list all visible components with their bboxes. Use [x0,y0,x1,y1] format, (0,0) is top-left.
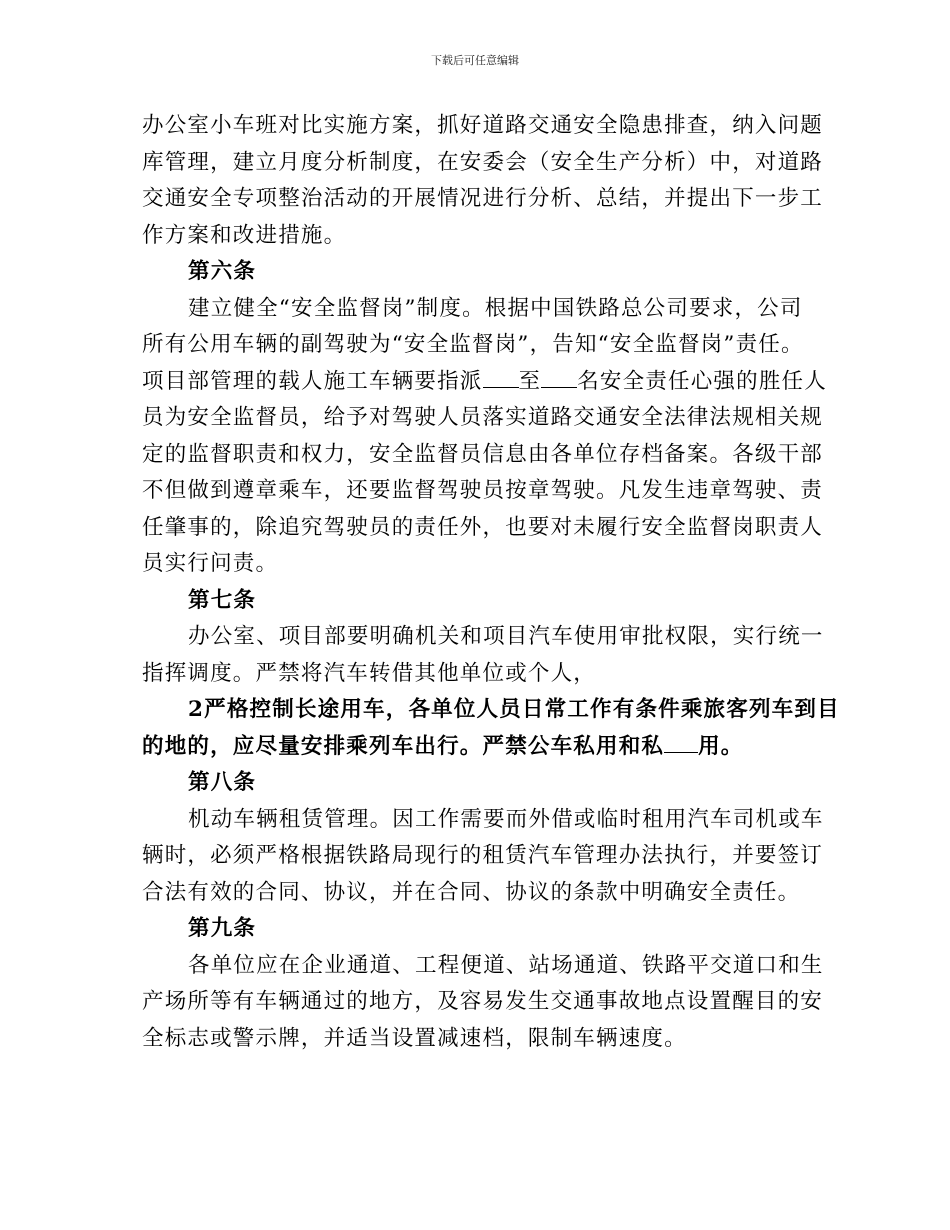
text-line: 全标志或警示牌，并适当设置减速档，限制车辆速度。 [142,1025,687,1051]
text-segment: 的地的，应尽量安排乘列车出行。严禁公车私用和私 [142,733,665,759]
fill-blank [541,367,577,387]
paragraph-plan [142,108,842,254]
text-line: 所有公用车辆的副驾驶为“安全监督岗”，告知“安全监督岗”责任。 [142,332,804,357]
text-segment: 名安全责任心强的胜任人 [577,368,827,394]
text-line: 办公室、项目部要明确机关和项目汽车使用审批权限，实行统一 [188,624,824,649]
article-heading-8: 第八条 [188,770,257,795]
paragraph-rental [142,802,842,912]
text-line: 不但做到遵章乘车，还要监督驾驶员按章驾驶。凡发生违章驾驶、责 [142,478,824,503]
text-line [142,364,842,401]
text-line: 各单位应在企业通道、工程便道、站场通道、铁路平交道口和生 [188,952,824,978]
text-line: 任肇事的，除追究驾驶员的责任外，也要对未履行安全监督岗职责人 [142,514,824,540]
text-segment: 项目部管理的载人施工车辆要指派 [142,368,483,394]
text-segment: 至 [518,368,542,394]
paragraph-signage [142,948,842,1058]
text-line: 辆时，必须严格根据铁路局现行的租赁汽车管理办法执行，并要签订 [142,843,824,868]
text-line: 机动车辆租赁管理。因工作需要而外借或临时租用汽车司机或车 [188,806,824,832]
text-line: 2严格控制长途用车，各单位人员日常工作有条件乘旅客列车到目 [188,697,840,722]
article-heading-9: 第九条 [188,916,257,941]
page-header: 下载后可任意编辑 [431,54,519,67]
text-line: 办公室小车班对比实施方案，抓好道路交通安全隐患排查，纳入问题 [142,113,824,138]
text-line: 作方案和改进措施。 [142,222,347,248]
text-line: 合法有效的合同、协议，并在合同、协议的条款中明确安全责任。 [142,879,801,905]
paragraph-supervision-post [142,291,842,583]
text-line: 产场所等有车辆通过的地方，及容易发生交通事故地点设置醒目的安 [142,989,824,1014]
text-line: 指挥调度。严禁将汽车转借其他单位或个人， [142,660,597,686]
text-line: 员为安全监督员，给予对驾驶人员落实道路交通安全法律法规相关规 [142,405,824,430]
article-heading-7: 第七条 [188,587,257,613]
text-line: 定的监督职责和权力，安全监督员信息由各单位存档备案。各级干部 [142,441,824,467]
text-line: 建立健全“安全监督岗”制度。根据中国铁路总公司要求，公司 [188,295,803,321]
fill-blank [483,367,519,387]
paragraph-long-distance [142,692,842,765]
text-segment: 用。 [698,733,744,759]
text-line: 库管理，建立月度分析制度，在安委会（安全生产分析）中，对道路 [142,149,824,175]
document-body [142,108,842,1057]
text-line [142,729,842,766]
paragraph-approval [142,619,842,692]
fill-blank [664,732,698,752]
text-line: 交通安全专项整治活动的开展情况进行分析、总结，并提出下一步工 [142,186,824,211]
article-heading-6: 第六条 [188,259,257,284]
text-line: 员实行问责。 [142,551,279,576]
